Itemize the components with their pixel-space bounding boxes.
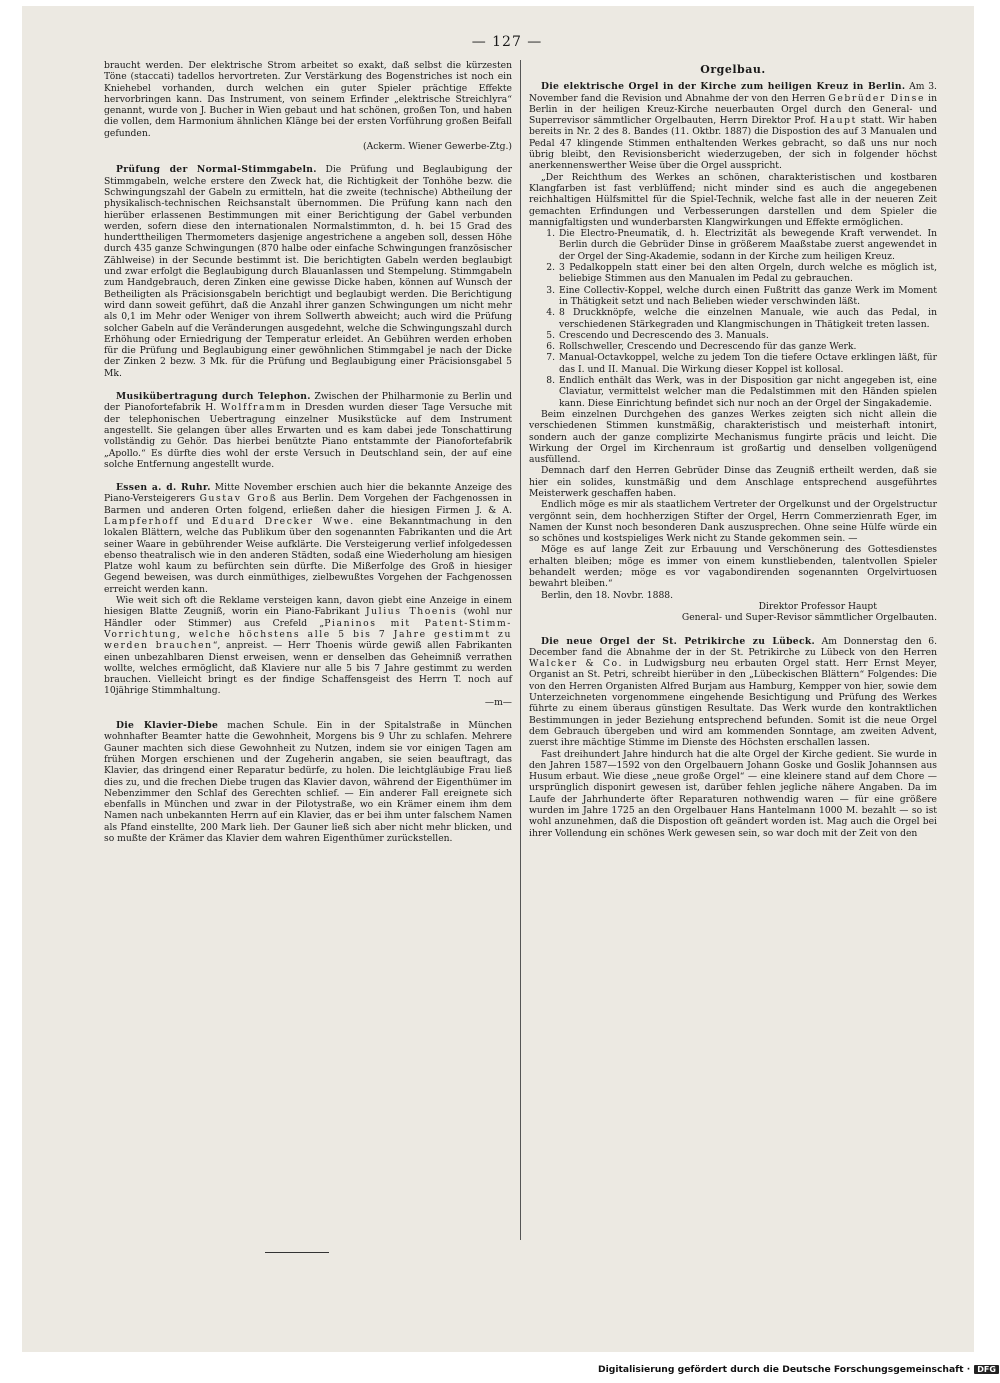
spaced-quote: Pianinos mit Patent-Stimm-Vorrichtung, welche höchstens alle 5 bis 7 Jahre gestimmt zu werden brauchen [104,617,513,652]
article-petrikirche-continued: Fast dreihundert Jahre hindurch hat die alte Orgel der Kirche gedient. Sie wurde in den Jahren 1587—1592 von den Orgelbauern Johann Goske und Goslik Johannsen aus Husum erbaut. Wie diese „neue große Orgel“ — eine kleinere stand auf dem Chore — ursprünglich disponirt gewesen ist, darüber fehlen jegliche nähere Angaben. Da im Laufe der Jahrhunderte öfter Reparaturen nothwendig waren — für eine größere wurden im Jahre 1725 an den Orgelbauer Hans Hantelmann 1000 M. bezahlt — so ist wohl anzunehmen, daß die Dispostion oft geändert worden ist. Mag auch die Orgel bei ihrer Vollendung ein schönes Werk gewesen sein, so war doch mit der Zeit von den [529,748,937,839]
article-heading: Prüfung der Normal-Stimmgabeln. [116,164,317,176]
report-signature-name: Direktor Professor Haupt [758,600,877,612]
article-text: Mitte November erschien auch hier die bekannte Anzeige des Piano-Versteigerers [104,482,512,505]
list-number: 2. [546,262,555,274]
article-heading: Essen a. d. Ruhr. [116,482,211,494]
list-item [529,307,937,330]
article-klavier-diebe [104,720,512,844]
list-text: Eine Collectiv-Koppel, welche durch einen Fußtritt das ganze Werk im Moment in Thätigkeit setzt und nach Belieben wieder verschwinden läßt. [559,284,937,307]
article-text: machen Schule. Ein in der Spitalstraße in München wohnhafter Beamter hatte die Gewohnheit, Morgens bis 9 Uhr zu schlafen. Mehrere Gauner machten sich diese Gewohnheit zu Nutzen, indem sie vor einigen Tagen am frühen Morgen erschienen und der Zugeherin angaben, sie seien beauftragt, das Klavier, das dringend einer Reparatur bedürfe, zu holen. Die leichtgläubige Frau ließ dies zu, und die frechen Diebe trugen das Klavier davon, während der Eigenthümer im Nebenzimmer den Schlaf des Gerechten schlief. — Ein anderer Fall ereignete sich ebenfalls in München und zwar in der Pilotystraße, wo ein Krämer einem ihm dem Namen nach unbekannten Herrn auf ein Klavier, das er bei ihm unter falschem Namen als Pfand einstellte, 200 Mark lieh. Der Gauner ließ sich aber nicht mehr blicken, und so mußte der Krämer das Klavier dem wahren Eigenthümer zurückstellen. [104,720,512,844]
article-petrikirche [529,636,937,749]
list-number: 8. [546,375,555,387]
report-quote: „Der Reichthum des Werkes an schönen, charakteristischen und kostbaren Klangfarben ist fast verblüffend; nicht minder sind es auch die angegebenen reichhaltigen Hülfsmittel für die Spiel-Technik, welche fast alle in der neueren Zeit gemachten Erfindungen und Verbesserungen darstellen und dem Spieler die mannigfaltigsten und wunderbarsten Klangwirkungen und Effekte ermöglichen. [529,171,937,228]
article-heading: Die neue Orgel der St. Petrikirche zu Lübeck. [541,635,815,647]
article-text: in Dresden wurden dieser Tage Versuche mit der telephonischen Uebertragung einzelner Musikstücke auf dem Instrument angestellt. Sie gelangen über alles Erwarten und es kam dabei jede Tonschattirung vollständig zu Gehör. Das hierbei benützte Piano entstammte der Pianofortefabrik „Apollo.“ Es dürfte dies wohl der erste Versuch in Deutschland sein, der auf eine solche Entfernung angestellt wurde. [104,402,512,470]
article-text: Die Prüfung und Beglaubigung der Stimmgabeln, welche erstere den Zweck hat, die Richtigkeit der Tonhöhe bezw. die Schwingungszahl der Gabeln zu ermitteln, hat die zweite (technische) Abtheilung der physikalisch-technischen Reichsanstalt übernommen. Die Prüfung kann nach den hierüber erlassenen Bestimmungen mit einer Berichtigung der Gabel verbunden werden, sofern diese den internationalen Normalstimmton, d. h. bei 15 Grad des hunderttheiligen Thermometers dasjenige angestrichene a angeben soll, dessen Höhe durch 435 ganze Schwingungen (870 halbe oder einfache Schwingungen französischer Zählweise) in der Secunde bestimmt ist. Die berichtigten Gabeln werden beglaubigt und zwar erfolgt die Beglaubigung durch Blauanlassen und Stempelung. Stimmgabeln zum Handgebrauch, deren Zinken eine gewisse Dicke haben, können auf Wunsch der Betheiligten als Präcisionsgabeln berichtigt und beglaubigt werden. Die Berichtigung wird dann soweit geführt, daß die Anzahl ihrer ganzen Schwingungen um nicht mehr als 0,1 im Mehr oder Weniger von ihrem Sollwerth abweicht; auch wird die Prüfung solcher Gabeln auf die Veränderungen ausgedehnt, welche die Schwingungszahl durch Erhöhung oder Erniedrigung der Temperatur erleidet. An Gebühren werden erhoben für die Prüfung und Beglaubigung einer gewöhnlichen Stimmgabel je nach der Dicke der Zinken 2 bezw. 3 Mk. für die Prüfung und Beglaubigung einer Präcisionsgabel 5 Mk. [104,164,512,379]
report-paragraph: Demnach darf den Herren Gebrüder Dinse das Zeugniß ertheilt werden, daß sie hier ein solides, kunstmäßig und dem Anschlage entsprechend ausgeführtes Meisterwerk geschaffen haben. [529,465,937,499]
report-paragraph: Möge es auf lange Zeit zur Erbauung und Verschönerung des Gottesdienstes erhalten bleiben; möge es immer von einem kunstliebenden, talentvollen Spieler behandelt werden; möge es vor vagabondirenden sogenannten Orgelvirtuosen bewahrt bleiben.“ [529,544,937,590]
list-item [529,375,937,409]
section-title: Orgelbau. [700,63,766,76]
intro-source: (Ackerm. Wiener Gewerbe-Ztg.) [363,141,512,153]
spaced-name: Gebrüder Dinse [828,92,925,104]
list-item [529,285,937,308]
article-heading: Musikübertragung durch Telephon. [116,391,311,403]
list-number: 1. [546,228,555,240]
article-text: eine Bekanntmachung in den lokalen Blättern, welche das Publikum über den sogenannten Fabrikanten und die Art seiner Waare in gebührender Weise aufklärte. Die Versteigerung verlief infolgedessen ebenso theatralisch wie in den anderen Städten, sodaß eine Wiederholung am hiesigen Platze wohl kaum zu befürchten sein dürfte. Die Mißerfolge des Groß in hiesiger Gegend beweisen, was durch einmüthiges, zielbewußtes Vorgehen der Fachgenossen erreicht werden kann. [104,515,512,595]
article-text: Zwischen der Philharmonie zu Berlin und der Pianofortefabrik H. [104,391,513,414]
article-text: “, anpreist. — Herr Thoenis würde gewiß allen Fabrikanten einen unbezahlbaren Dienst erweisen, wenn er denselben das Geheimniß verrathen wollte, welches ermöglicht, daß Klaviere nur alle 5 bis 7 Jahre gestimmt zu werden brauchen. Vielleicht bringt es der findige Schaffensgeist des Herrn T. noch auf 10jährige Stimmhaltung. [104,640,513,697]
list-text: 3 Pedalkoppeln statt einer bei den alten Orgeln, durch welche es möglich ist, beliebige Stimmen aus den Manualen im Pedal zu gebrauchen. [559,262,937,285]
article-essen-signature: —m— [484,696,512,708]
article-text: statt. Wir haben bereits in Nr. 2 des 8. Bandes (11. Oktbr. 1887) die Dispostion des auf 3 Manualen und Pedal 47 klingende Stimmen enthaltenden Werkes gebracht, so daß uns nur noch übrig bleibt, den Revisionsbericht wiederzugeben, der sich in folgender höchst anerkennenswerther Weise über die Orgel ausspricht. [529,115,937,172]
spaced-name: Walcker & Co. [529,658,624,670]
list-text: Die Electro-Pneumatik, d. h. Electrizität als bewegende Kraft verwendet. In Berlin durch die Gebrüder Dinse in größerem Maaßstabe zuerst angewendet in der Orgel der Sing-Akademie, sodann in der Kirche zum heiligen Kreuz. [559,228,937,262]
spaced-name: Lampferhoff [104,515,180,527]
end-rule [265,1252,329,1253]
article-heading: Die elektrische Orgel in der Kirche zum heiligen Kreuz in Berlin. [541,81,906,93]
article-essen-continued [104,595,512,697]
spaced-name: Eduard Drecker Wwe. [211,515,355,527]
report-signature-title: General- und Super-Revisor sämmtlicher Orgelbauten. [681,612,937,624]
list-item [529,352,937,375]
article-telephon [104,391,512,470]
article-kreuzkirche [529,81,937,171]
article-text: aus Berlin. Dem Vorgehen der Fachgenossen in Barmen und anderen Orten folgend, erließen daher die hiesigen Firmen J. & A. [104,493,512,516]
left-column [104,60,512,844]
scanned-page [22,6,974,1352]
list-item [529,341,937,352]
feature-list [529,228,937,409]
article-text: Wie weit sich oft die Reklame versteigen kann, davon giebt eine Anzeige in einem hiesigen Blatte Zeugniß, worin ein Piano-Fabrikant [104,595,512,618]
spaced-name: Wolfframm [220,402,287,414]
right-column [529,60,937,839]
article-heading: Die Klavier-Diebe [116,720,219,732]
spaced-name: Julius Thoenis [365,606,458,618]
article-text: in Berlin in der heiligen Kreuz-Kirche neuerbauten Orgel durch den General- und Superrevisor sämmtlicher Orgelbauten, Herrn Direktor Prof. [529,92,937,127]
list-text: Manual-Octavkoppel, welche zu jedem Ton die tiefere Octave erklingen läßt, für das I. und II. Manual. Die Wirkung dieser Koppel ist kollosal. [559,352,937,375]
footer-text: Digitalisierung gefördert durch die Deutsche Forschungsgemeinschaft · [598,1364,971,1375]
report-paragraph: Beim einzelnen Durchgehen des ganzes Werkes zeigten sich nicht allein die verschiedenen Stimmen kunstmäßig, charakteristisch und meisterhaft intonirt, sondern auch der ganze complizirte Mechanismus fungirte präcis und leicht. Die Wirkung der Orgel im Kirchenraum ist großartig und denselben vollgenügend ausfüllend. [529,408,937,466]
dfg-logo: DFG [974,1365,999,1374]
list-number: 4. [546,307,555,319]
intro-paragraph: braucht werden. Der elektrische Strom arbeitet so exakt, daß selbst die kürzesten Töne (staccati) tadellos hervortreten. Zur Verstärkung des Bogenstriches ist noch ein Kniehebel vorhanden, durch welchen ein guter Spieler prächtige Effekte hervorbringen kann. Das Instrument, von seinem Erfinder „elektrische Streichlyra“ genannt, wurde von J. Bucher in Wien gebaut und hat schönen, großen Ton, und haben die vollen, dem Harmonium ähnlichen Klänge bei der ersten Vorführung großen Beifall gefunden. [104,60,512,139]
list-number: 7. [546,352,555,364]
column-divider [520,60,521,1240]
list-number: 5. [546,329,555,341]
list-number: 3. [546,284,555,296]
list-text: Rollschweller, Crescendo und Decrescendo für das ganze Werk. [559,341,857,353]
article-stimmgabeln [104,164,512,379]
report-paragraph: Endlich möge es mir als staatlichem Vertreter der Orgelkunst und der Orgelstructur vergönnt sein, dem hochherzigen Stifter der Orgel, Herrn Commerzienrath Eger, im Namen der Kunst noch besonderen Dank auszusprechen. Ohne seine Hülfe würde ein so schönes und kostspieliges Werk nicht zu Stande gekommen sein. — [529,499,937,545]
list-number: 6. [546,341,555,353]
list-item [529,262,937,285]
list-item [529,330,937,341]
list-text: Crescendo und Decrescendo des 3. Manuals. [559,329,769,341]
digitization-footer [598,1364,996,1375]
article-text: in Ludwigsburg neu erbauten Orgel statt. Herr Ernst Meyer, Organist an St. Petri, schreibt hierüber in den „Lübeckischen Blättern“ Folgendes: Die von den Herren Organisten Alfred Burjam aus Hamburg, Kempper von hier, sowie dem Unterzeichneten vorgenommene eingehende Besichtigung und Prüfung des Werkes führte zu einem überaus günstigen Resultate. Das Werk wurde den kontraktlichen Bestimmungen in jeder Beziehung entsprechend befunden. Somit ist die neue Orgel dem Gebrauch übergeben und wird am kommenden Sonntage, am zweiten Advent, zuerst ihre mächtige Stimme im Dienste des Höchsten erschallen lassen. [529,658,937,749]
article-essen [104,482,512,595]
spaced-name: Haupt [819,115,857,127]
report-date: Berlin, den 18. Novbr. 1888. [541,589,674,601]
list-item [529,228,937,262]
article-text: Am 3. November fand die Revision und Abnahme der von den Herren [529,81,937,104]
article-text: (wohl nur Händler oder Stimmer) aus Crefeld „ [104,606,512,629]
spaced-name: Gustav Groß [199,493,278,505]
page-number: — 127 — [471,34,543,50]
list-text: 8 Druckknöpfe, welche die einzelnen Manuale, wie auch das Pedal, in verschiedenen Stärkegraden und Klangmischungen in Thätigkeit treten lassen. [559,307,937,330]
article-text: Am Donnerstag den 6. December fand die Abnahme der in der St. Petrikirche zu Lübeck von den Herren [529,635,937,658]
list-text: Endlich enthält das Werk, was in der Disposition gar nicht angegeben ist, eine Claviatur, vermittelst welcher man die Pedalstimmen mit den Händen spielen kann. Diese Einrichtung befindet sich nur noch an der Orgel der Singakademie. [559,375,937,409]
article-text: und [179,515,212,527]
